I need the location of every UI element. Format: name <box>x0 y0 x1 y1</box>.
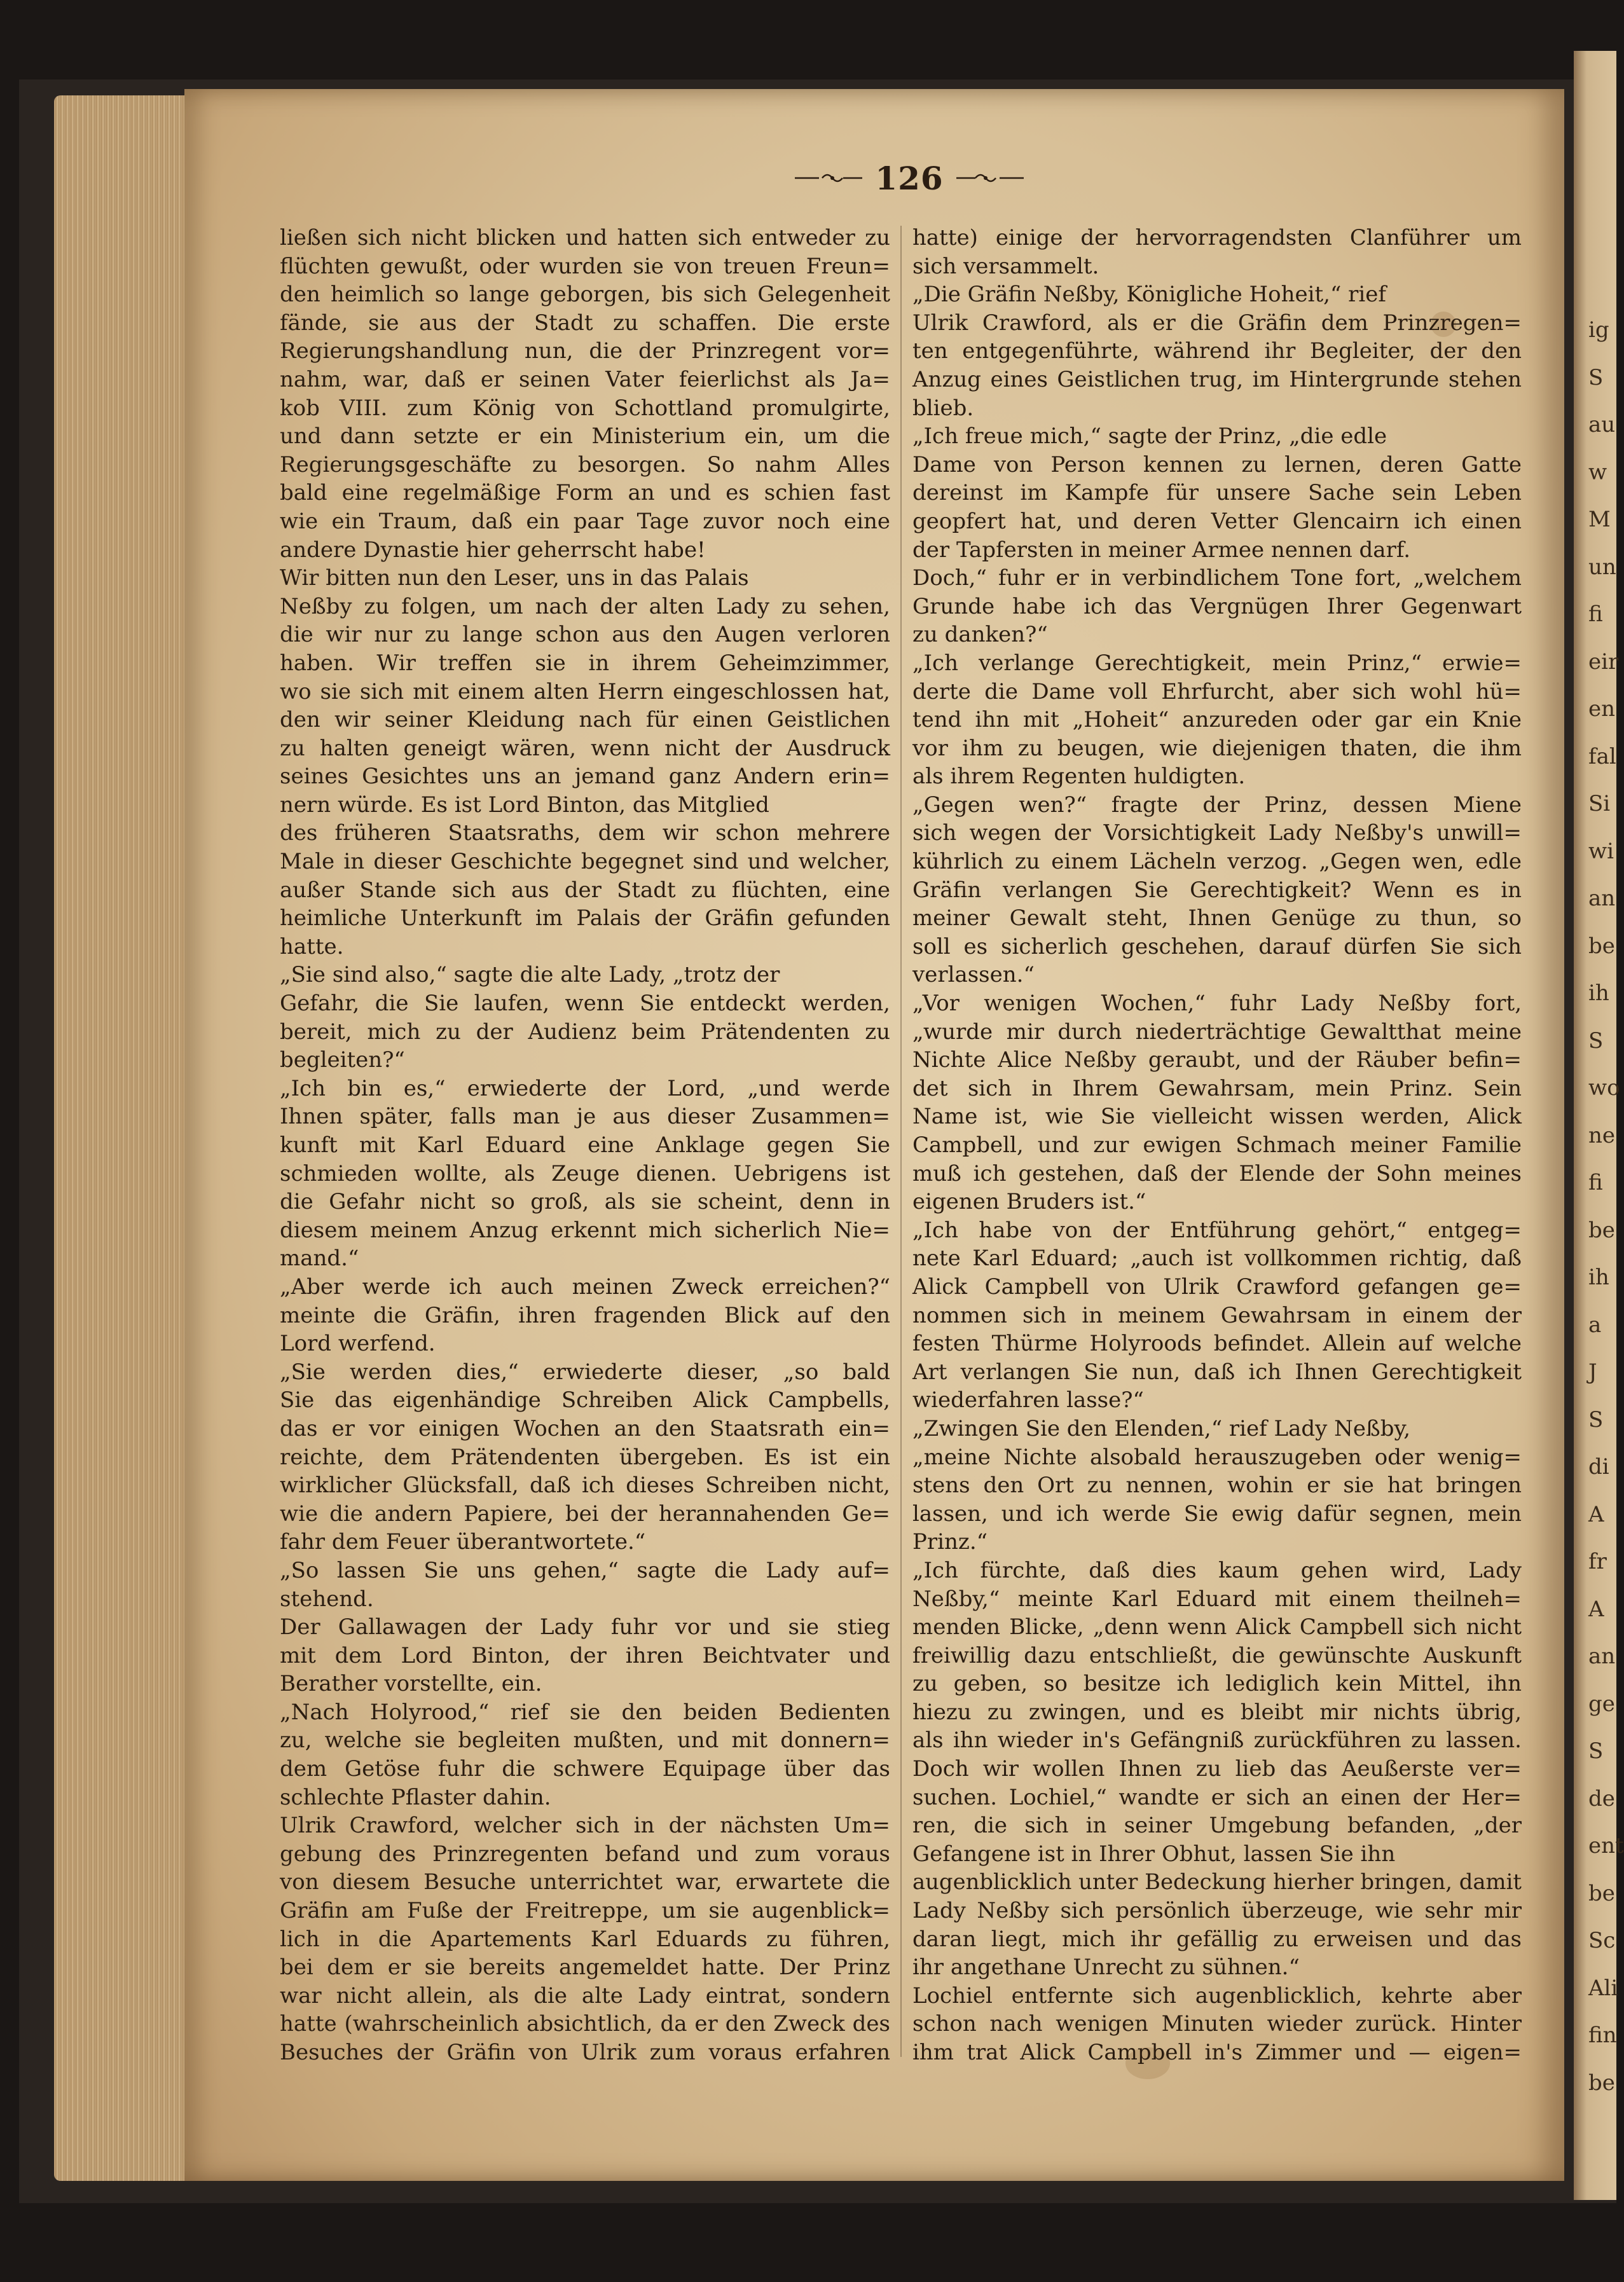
right-page-fragment: fi <box>1588 601 1603 627</box>
text-line: Anzug eines Geistlichen trug, im Hintergrunde stehen <box>912 366 1522 392</box>
text-line: wie ein Traum, daß ein paar Tage zuvor noch eine <box>280 508 890 534</box>
text-line: Ihnen später, falls man je aus dieser Zusammen= <box>280 1104 890 1130</box>
text-line: bald eine regelmäßige Form an und es schien fast <box>280 480 890 506</box>
text-line: hiezu zu zwingen, und es bleibt mir nichts übrig, <box>912 1699 1522 1725</box>
left-text-column <box>280 224 890 2067</box>
text-line: sich versammelt. <box>912 253 1099 279</box>
text-line: „Nach Holyrood,“ rief sie den beiden Bedienten <box>280 1699 890 1725</box>
right-page-fragment: S <box>1588 1028 1604 1054</box>
text-line: menden Blicke, „denn wenn Alick Campbell sich nicht <box>912 1614 1522 1640</box>
text-line: bei dem er sie bereits angemeldet hatte. Der Prinz <box>280 1955 890 1981</box>
text-line: Lochiel entfernte sich augenblicklich, kehrte aber <box>912 1983 1522 2009</box>
right-page-fragment: be <box>1588 933 1615 959</box>
text-line: det sich in Ihrem Gewahrsam, mein Prinz. Sein <box>912 1075 1522 1101</box>
text-line: „Ich habe von der Entführung gehört,“ entgeg= <box>912 1217 1522 1243</box>
text-line: schmieden wollte, als Zeuge dienen. Uebrigens ist <box>280 1160 890 1186</box>
text-line: fahr dem Feuer überantwortete.“ <box>280 1529 646 1555</box>
text-line: lassen, und ich werde Sie ewig dafür segnen, mein <box>912 1501 1522 1527</box>
right-page-fragment: eir <box>1588 649 1619 675</box>
text-line: des früheren Staatsraths, dem wir schon mehrere <box>280 820 890 846</box>
right-page-fragment: A <box>1588 1501 1604 1527</box>
right-page-fragment: S <box>1588 1406 1604 1433</box>
text-line: kührlich zu einem Lächeln verzog. „Gegen wen, edle <box>912 849 1522 875</box>
text-line: verlassen.“ <box>912 962 1035 988</box>
text-line: wo sie sich mit einem alten Herrn eingeschlossen hat, <box>280 678 890 705</box>
text-line: Wir bitten nun den Leser, uns in das Palais <box>280 565 749 591</box>
column-divider <box>900 226 902 2057</box>
text-line: andere Dynastie hier geherrscht habe! <box>280 537 706 563</box>
text-line: Doch wir wollen Ihnen zu lieb das Aeußerste ver= <box>912 1756 1522 1782</box>
text-line: Name ist, wie Sie vielleicht wissen werden, Alick <box>912 1104 1522 1130</box>
text-line: „Ich verlange Gerechtigkeit, mein Prinz,“ erwie= <box>912 650 1522 676</box>
right-page-fragment: A <box>1588 1596 1604 1622</box>
text-line: diesem meinem Anzug erkennt mich sicherlich Nie= <box>280 1217 890 1243</box>
flourish-left-icon <box>794 168 864 188</box>
flourish-right-icon <box>955 168 1025 188</box>
text-line: suchen. Lochiel,“ wandte er sich an einen der Her= <box>912 1784 1522 1810</box>
text-line: „Aber werde ich auch meinen Zweck erreichen?“ <box>280 1274 890 1300</box>
text-line: gebung des Prinzregenten befand und zum voraus <box>280 1841 890 1867</box>
right-page-fragment: fal <box>1588 743 1616 769</box>
text-line: Gräfin am Fuße der Freitreppe, um sie augenblick= <box>280 1898 890 1924</box>
text-line: hatte) einige der hervorragendsten Clanführer um <box>912 225 1522 251</box>
text-line: haben. Wir treffen sie in ihrem Geheimzimmer, <box>280 650 890 676</box>
text-line: Gräfin verlangen Sie Gerechtigkeit? Wenn es in <box>912 877 1522 903</box>
right-page-fragment: be <box>1588 1880 1615 1906</box>
text-line: außer Stande sich aus der Stadt zu flüchten, eine <box>280 877 890 903</box>
text-line: zu danken?“ <box>912 622 1048 648</box>
right-page-fragment: di <box>1588 1454 1609 1480</box>
text-line: „So lassen Sie uns gehen,“ sagte die Lady auf= <box>280 1557 890 1583</box>
text-line: wie die andern Papiere, bei der herannahenden Ge= <box>280 1501 890 1527</box>
text-line: „Ich fürchte, daß dies kaum gehen wird, Lady <box>912 1557 1522 1583</box>
right-page-fragment: wo <box>1588 1075 1620 1101</box>
right-page-fragment: ne <box>1588 1122 1616 1148</box>
text-line: festen Thürme Holyroods befindet. Allein auf welche <box>912 1331 1522 1357</box>
text-line: seines Gesichtes uns an jemand ganz Andern erin= <box>280 764 890 790</box>
text-line: nete Karl Eduard; „auch ist vollkommen richtig, daß <box>912 1246 1522 1272</box>
text-line: tend ihn mit „Hoheit“ anzureden oder gar ein Knie <box>912 707 1522 733</box>
text-line: ihr angethane Unrecht zu sühnen.“ <box>912 1955 1300 1981</box>
text-line: die Gefahr nicht so groß, als sie scheint, denn in <box>280 1189 890 1215</box>
text-line: Grunde habe ich das Vergnügen Ihrer Gegenwart <box>912 593 1522 619</box>
right-page-fragment: a <box>1588 1312 1602 1338</box>
text-line: die wir nur zu lange schon aus den Augen verloren <box>280 622 890 648</box>
text-line: meinte die Gräfin, ihren fragenden Blick auf den <box>280 1302 890 1328</box>
text-line: den heimlich so lange geborgen, bis sich Gelegenheit <box>280 282 890 308</box>
text-line: sich wegen der Vorsichtigkeit Lady Neßby's unwill= <box>912 820 1522 846</box>
right-page-fragment: be <box>1588 1217 1615 1243</box>
text-line: der Tapfersten in meiner Armee nennen darf. <box>912 537 1411 563</box>
text-line: ren, die sich in seiner Umgebung befanden, „der <box>912 1813 1522 1839</box>
text-line: soll es sicherlich geschehen, darauf dürfen Sie sich <box>912 933 1522 959</box>
text-line: blieb. <box>912 395 974 421</box>
right-page-fragment: wi <box>1588 838 1614 864</box>
text-line: muß ich gestehen, daß der Elende der Sohn meines <box>912 1160 1522 1186</box>
text-line: „Ich freue mich,“ sagte der Prinz, „die edle <box>912 423 1387 450</box>
text-line: und dann setzte er ein Ministerium ein, um die <box>280 423 890 450</box>
text-line: nommen sich in meinem Gewahrsam in einem der <box>912 1302 1522 1328</box>
text-line: „meine Nichte alsobald herauszugeben oder wenig= <box>912 1444 1522 1470</box>
text-line: Art verlangen Sie nun, daß ich Ihnen Gerechtigkeit <box>912 1359 1522 1385</box>
text-line: schon nach wenigen Minuten wieder zurück. Hinter <box>912 2011 1522 2037</box>
text-line: Gefangene ist in Ihrer Obhut, lassen Sie ihn <box>912 1841 1396 1867</box>
right-page-fragment: un <box>1588 554 1616 580</box>
text-line: kob VIII. zum König von Schottland promulgirte, <box>280 395 890 421</box>
text-line: als ihn wieder in's Gefängniß zurückführen zu lassen. <box>912 1728 1522 1754</box>
text-line: Sie das eigenhändige Schreiben Alick Campbells, <box>280 1387 890 1413</box>
text-line: „Gegen wen?“ fragte der Prinz, dessen Miene <box>912 792 1522 818</box>
text-line: freiwillig dazu entschließt, die gewünschte Auskunft <box>912 1642 1522 1668</box>
text-line: Neßby,“ meinte Karl Eduard mit einem theilneh= <box>912 1586 1522 1612</box>
text-line: hatte (wahrscheinlich absichtlich, da er den Zweck des <box>280 2011 890 2037</box>
right-page-fragment: an <box>1588 886 1616 911</box>
text-line: ließen sich nicht blicken und hatten sich entweder zu <box>280 225 890 251</box>
text-line: heimliche Unterkunft im Palais der Gräfin gefunden <box>280 905 890 931</box>
text-line: Regierungshandlung nun, die der Prinzregent vor= <box>280 338 890 364</box>
right-page-fragment: S <box>1588 364 1604 390</box>
text-line: dereinst im Kampfe für unsere Sache sein Leben <box>912 480 1522 506</box>
text-line: „Zwingen Sie den Elenden,“ rief Lady Neßby, <box>912 1415 1410 1441</box>
text-line: Der Gallawagen der Lady fuhr vor und sie stieg <box>280 1614 890 1640</box>
text-line: vor ihm zu beugen, wie diejenigen thaten, die ihm <box>912 735 1522 761</box>
text-line: augenblicklich unter Bedeckung hierher bringen, damit <box>912 1869 1522 1895</box>
text-line: Besuches der Gräfin von Ulrik zum voraus erfahren <box>280 2040 890 2065</box>
right-page-fragment: Sc <box>1588 1928 1616 1953</box>
right-page-fragment: M <box>1588 507 1611 532</box>
text-line: begleiten?“ <box>280 1047 405 1073</box>
text-line: Ulrik Crawford, als er die Gräfin dem Prinzregen= <box>912 310 1522 336</box>
text-line: Gefahr, die Sie laufen, wenn Sie entdeckt werden, <box>280 991 890 1017</box>
right-text-column <box>912 224 1522 2067</box>
right-page-fragment: ent <box>1588 1833 1624 1859</box>
text-line: mand.“ <box>280 1246 359 1272</box>
text-line: wirklicher Glücksfall, daß ich dieses Schreiben nicht, <box>280 1473 890 1499</box>
text-line: zu geben, so besitze ich lediglich kein Mittel, ihn <box>912 1671 1522 1697</box>
text-line: reichte, dem Prätendenten übergeben. Es ist ein <box>280 1444 890 1470</box>
right-page-fragment: fi <box>1588 1170 1603 1195</box>
right-page-fragment: de <box>1588 1785 1615 1811</box>
text-line: zu halten geneigt wären, wenn nicht der Ausdruck <box>280 735 890 761</box>
right-page-fragment: w <box>1588 459 1607 485</box>
text-line: kunft mit Karl Eduard eine Anklage gegen Sie <box>280 1132 890 1158</box>
text-line: Lord werfend. <box>280 1331 436 1357</box>
text-line: mit dem Lord Binton, der ihren Beichtvater und <box>280 1642 890 1668</box>
text-line: war nicht allein, als die alte Lady eintrat, sondern <box>280 1983 890 2009</box>
text-line: geopfert hat, und deren Vetter Glencairn ich einen <box>912 508 1522 534</box>
text-line: lich in die Apartements Karl Eduards zu führen, <box>280 1926 890 1952</box>
text-line: von diesem Besuche unterrichtet war, erwartete die <box>280 1869 890 1895</box>
text-line: fände, sie aus der Stadt zu schaffen. Die erste <box>280 310 890 336</box>
right-page-fragment: ih <box>1588 1265 1609 1290</box>
text-line: Campbell, und zur ewigen Schmach meiner Familie <box>912 1132 1522 1158</box>
page-header <box>788 153 1030 203</box>
text-line: Lady Neßby sich persönlich überzeuge, wie sehr mir <box>912 1898 1522 1924</box>
right-page-fragment: J <box>1588 1359 1597 1385</box>
text-line: wiederfahren lasse?“ <box>912 1387 1144 1413</box>
text-line: zu, welche sie begleiten mußten, und mit donnern= <box>280 1728 890 1754</box>
text-line: das er vor einigen Wochen an den Staatsrath ein= <box>280 1415 890 1441</box>
text-line: „Sie werden dies,“ erwiederte dieser, „so bald <box>280 1359 890 1385</box>
text-line: Dame von Person kennen zu lernen, deren Gatte <box>912 451 1522 478</box>
text-line: bereit, mich zu der Audienz beim Prätendenten zu <box>280 1019 890 1045</box>
text-line: Doch,“ fuhr er in verbindlichem Tone fort, „welchem <box>912 565 1522 591</box>
text-line: als ihrem Regenten huldigten. <box>912 764 1246 790</box>
text-line: dem Getöse fuhr die schwere Equipage über das <box>280 1756 890 1782</box>
text-line: nahm, war, daß er seinen Vater feierlichst als Ja= <box>280 366 890 392</box>
text-line: derte die Dame voll Ehrfurcht, aber sich wohl hü= <box>912 678 1522 705</box>
text-line: „wurde mir durch niederträchtige Gewaltthat meine <box>912 1019 1522 1045</box>
text-line: daran liegt, mich ihr gefällig zu erweisen und das <box>912 1926 1522 1952</box>
text-line: Berather vorstellte, ein. <box>280 1671 542 1697</box>
right-page-fragment: ig <box>1588 317 1609 343</box>
text-line: „Ich bin es,“ erwiederte der Lord, „und werde <box>280 1075 890 1101</box>
text-line: Alick Campbell von Ulrik Crawford gefangen ge= <box>912 1274 1522 1300</box>
text-line: meiner Gewalt steht, Ihnen Genüge zu thun, so <box>912 905 1522 931</box>
right-page-fragment: fr <box>1588 1549 1607 1574</box>
text-line: stens den Ort zu nennen, wohin er sie hat bringen <box>912 1473 1522 1499</box>
text-line: Ulrik Crawford, welcher sich in der nächsten Um= <box>280 1813 890 1839</box>
page-number: 126 <box>875 159 944 197</box>
text-line: „Sie sind also,“ sagte die alte Lady, „trotz der <box>280 962 780 988</box>
text-line: schlechte Pflaster dahin. <box>280 1784 551 1810</box>
text-line: Prinz.“ <box>912 1529 988 1555</box>
right-page-fragment: an <box>1588 1644 1616 1669</box>
right-page-fragment: Si <box>1588 791 1611 816</box>
right-page-fragment: au <box>1588 412 1616 437</box>
text-line: Regierungsgeschäfte zu besorgen. So nahm Alles <box>280 451 890 478</box>
text-line: eigenen Bruders ist.“ <box>912 1189 1146 1215</box>
text-line: stehend. <box>280 1586 374 1612</box>
text-line: ten entgegenführte, während ihr Begleiter, der den <box>912 338 1522 364</box>
right-page-fragment: en <box>1588 696 1616 722</box>
text-line: „Die Gräfin Neßby, Königliche Hoheit,“ rief <box>912 282 1387 308</box>
right-page-fragment: ih <box>1588 980 1609 1006</box>
right-page-fragment: S <box>1588 1738 1604 1764</box>
text-line: den wir seiner Kleidung nach für einen Geistlichen <box>280 707 890 733</box>
right-page-fragment: be <box>1588 2070 1615 2096</box>
right-page-fragment: Ali <box>1588 1975 1618 2001</box>
text-line: Nichte Alice Neßby geraubt, und der Räuber befin= <box>912 1047 1522 1073</box>
text-line: Male in dieser Geschichte begegnet sind und welcher, <box>280 849 890 875</box>
text-line: ihm trat Alick Campbell in's Zimmer und — eigen= <box>912 2040 1522 2065</box>
text-line: hatte. <box>280 933 344 959</box>
text-line: „Vor wenigen Wochen,“ fuhr Lady Neßby fort, <box>912 991 1522 1017</box>
text-line: nern würde. Es ist Lord Binton, das Mitglied <box>280 792 769 818</box>
right-page-fragment: fin <box>1588 2023 1617 2048</box>
page-edges <box>54 95 200 2181</box>
text-line: Neßby zu folgen, um nach der alten Lady zu sehen, <box>280 593 890 619</box>
text-line: flüchten gewußt, oder wurden sie von treuen Freun= <box>280 253 890 279</box>
right-page-fragment: ge <box>1588 1691 1615 1717</box>
